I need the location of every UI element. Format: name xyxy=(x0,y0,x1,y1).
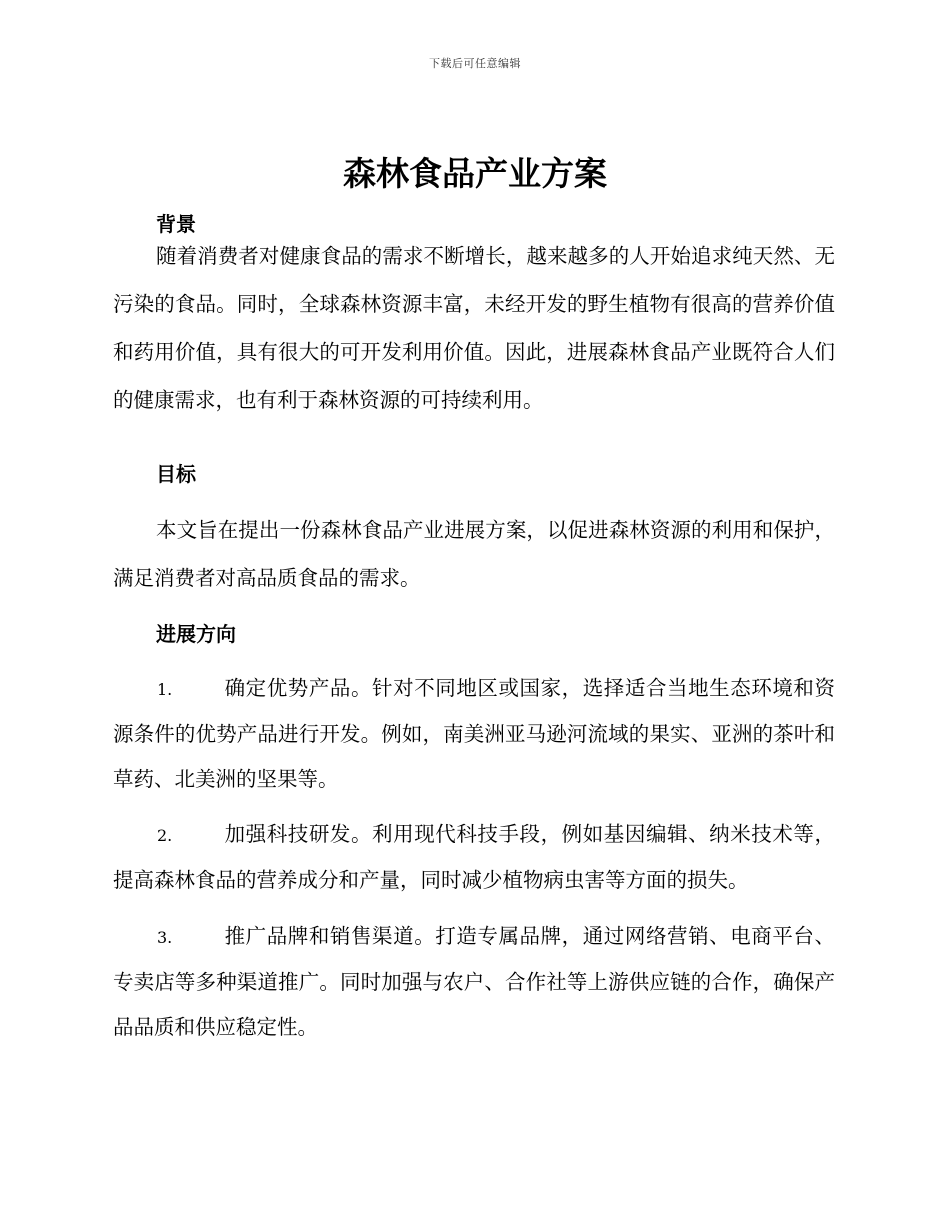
page-header-note: 下载后可任意编辑 xyxy=(429,57,521,70)
section-paragraph-goal: 本文旨在提出一份森林食品产业进展方案，以促进森林资源的利用和保护，满足消费者对高品质食品的需求。 xyxy=(113,518,835,590)
list-item-number: 1. xyxy=(157,680,173,699)
list-item-text: 加强科技研发。利用现代科技手段，例如基因编辑、纳米技术等，提高森林食品的营养成分和产量，同时减少植物病虫害等方面的损失。 xyxy=(113,822,835,892)
list-item xyxy=(113,914,835,1050)
list-item-text: 确定优势产品。针对不同地区或国家，选择适合当地生态环境和资源条件的优势产品进行开发。例如，南美洲亚马逊河流域的果实、亚洲的茶叶和草药、北美洲的坚果等。 xyxy=(113,676,835,791)
list-item-text: 推广品牌和销售渠道。打造专属品牌，通过网络营销、电商平台、专卖店等多种渠道推广。同时加强与农户、合作社等上游供应链的合作，确保产品品质和供应稳定性。 xyxy=(113,924,835,1039)
list-item-number: 3. xyxy=(157,928,173,947)
section-paragraph-background: 随着消费者对健康食品的需求不断增长，越来越多的人开始追求纯天然、无污染的食品。同时，全球森林资源丰富，未经开发的野生植物有很高的营养价值和药用价值，具有很大的可开发利用价值。因此，进展森林食品产业既符合人们的健康需求，也有利于森林资源的可持续利用。 xyxy=(113,244,835,412)
section-heading-goal: 目标 xyxy=(156,462,196,486)
list-item xyxy=(113,666,835,802)
section-heading-background: 背景 xyxy=(156,212,196,236)
section-heading-direction: 进展方向 xyxy=(156,622,236,646)
document-title: 森林食品产业方案 xyxy=(343,154,607,193)
list-item xyxy=(113,812,835,903)
list-item-number: 2. xyxy=(157,826,173,845)
